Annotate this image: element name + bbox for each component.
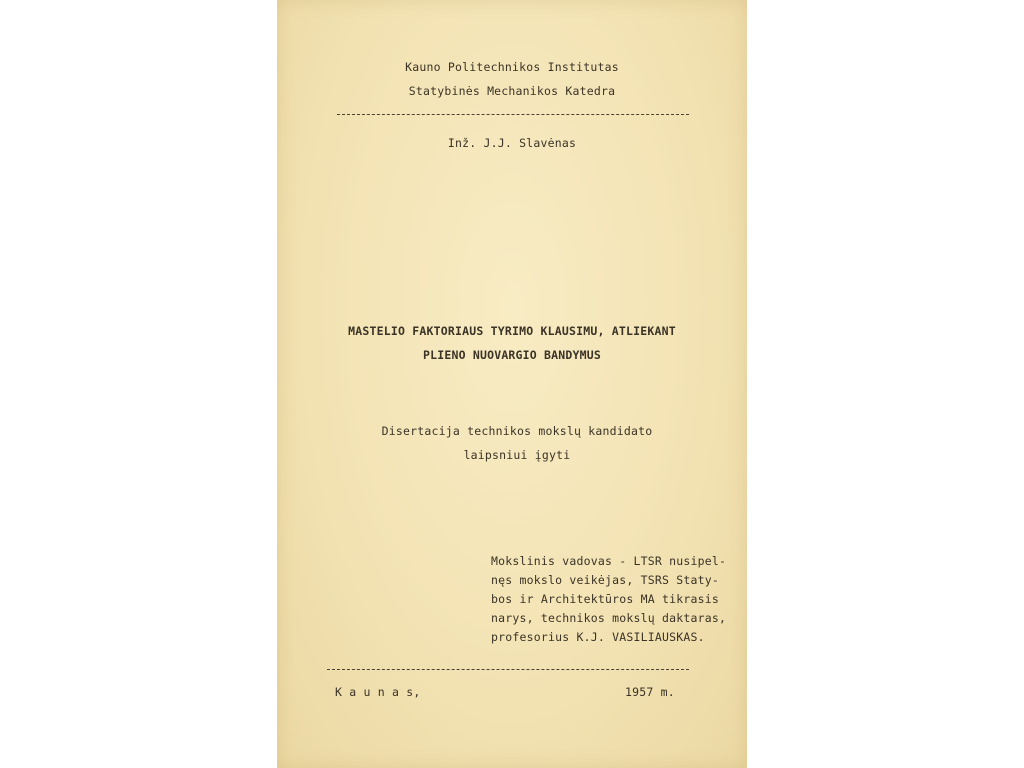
advisor-line-1: Mokslinis vadovas - LTSR nusipel- [491, 554, 727, 568]
advisor-line-4: narys, technikos mokslų daktaras, [491, 611, 727, 625]
header-divider [337, 114, 689, 115]
footer-city: K a u n a s, [335, 685, 421, 699]
advisor-line-3: bos ir Architektūros MA tikrasis [491, 592, 719, 606]
author-name: Inž. J.J. Slavėnas [447, 136, 577, 150]
footer-divider [327, 669, 689, 670]
thesis-title-line-1: MASTELIO FAKTORIAUS TYRIMO KLAUSIMU, ATLIEKANT [348, 324, 676, 338]
thesis-subtitle-line-1: Disertacija technikos mokslų kandidato [381, 424, 653, 438]
footer-year: 1957 m. [625, 685, 675, 699]
thesis-title-line-2: PLIENO NUOVARGIO BANDYMUS [422, 348, 602, 362]
advisor-line-5: profesorius K.J. VASILIAUSKAS. [491, 630, 705, 644]
thesis-subtitle-line-2: laipsniui įgyti [463, 448, 571, 462]
advisor-line-2: nęs mokslo veikėjas, TSRS Staty- [491, 573, 719, 587]
department-name: Statybinės Mechanikos Katedra [408, 84, 616, 98]
document-page [277, 0, 747, 768]
institute-name: Kauno Politechnikos Institutas [405, 60, 619, 74]
